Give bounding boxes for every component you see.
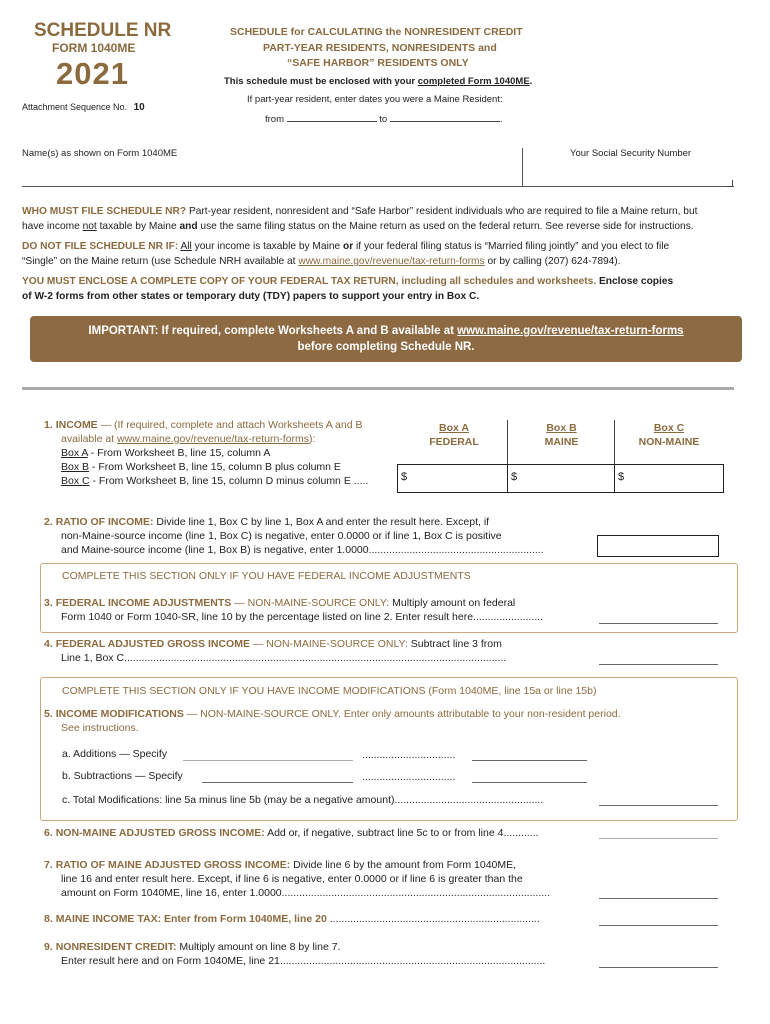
line-3-text-1c: Multiply amount on federal: [389, 597, 516, 609]
line-6-number: 6.: [44, 827, 53, 839]
col-c-title: Box C: [653, 422, 685, 434]
to-label: to: [379, 114, 388, 125]
enclose-return: [22, 274, 762, 304]
line-9-number: 9.: [44, 941, 53, 953]
line-5b-specify-field[interactable]: [202, 770, 353, 783]
line-1-link[interactable]: www.maine.gov/revenue/tax-return-forms: [117, 433, 310, 445]
ssn-field[interactable]: [530, 163, 730, 185]
line-9-title: NONRESIDENT CREDIT:: [55, 941, 177, 953]
box-c-field[interactable]: [614, 464, 724, 493]
from-label: from: [265, 114, 284, 125]
line-5-number: 5.: [44, 708, 53, 720]
names-label: Name(s) as shown on Form 1040ME: [22, 148, 178, 159]
line-8-dots: ........................................................................: [326, 913, 540, 925]
line-1-text-2a: available at: [61, 433, 118, 445]
col-a-header: [400, 421, 508, 449]
box-a-field[interactable]: [397, 464, 508, 493]
line-3-amount-field[interactable]: [599, 611, 718, 624]
line-7-text-2: line 16 and enter result here. Except, if line 6 is negative, enter 0.0000 or if line 6 is greater than the: [61, 873, 523, 885]
section-1-heading: COMPLETE THIS SECTION ONLY IF YOU HAVE FEDERAL INCOME ADJUSTMENTS: [62, 570, 471, 582]
line-9: [44, 940, 604, 968]
col-c-header: [615, 421, 723, 449]
attachment-number: 10: [133, 102, 145, 113]
enclose-heading: YOU MUST ENCLOSE A COMPLETE COPY OF YOUR FEDERAL TAX RETURN, including all schedules and worksheets.: [22, 276, 597, 287]
line-1-title: INCOME: [55, 419, 98, 431]
line-5: [44, 707, 724, 735]
line-1: [44, 418, 404, 488]
to-date-field[interactable]: [390, 112, 500, 122]
line-5-text-2: See instructions.: [61, 722, 139, 734]
line-1-boxa-text: - From Worksheet B, line 15, column A: [87, 447, 271, 459]
section-separator: [22, 387, 734, 390]
col-b-title: Box B: [546, 422, 577, 434]
box-b-field[interactable]: [507, 464, 615, 493]
enclose-note-end: .: [529, 76, 533, 87]
enclose-note: [224, 76, 532, 87]
line-7: [44, 858, 604, 900]
attachment-text: Attachment Sequence No.: [22, 102, 128, 112]
schedule-nrh-link[interactable]: www.maine.gov/revenue/tax-return-forms: [298, 256, 485, 267]
line-9-text-2: Enter result here and on Form 1040ME, line 21...........................................................................................: [61, 955, 546, 967]
tax-year: 2021: [56, 56, 129, 91]
important-text: IMPORTANT: If required, complete Worksheets A and B available at: [88, 325, 458, 337]
enclose-note-form: completed Form 1040ME: [417, 76, 530, 87]
line-5a-label: a. Additions — Specify: [62, 748, 168, 760]
who-heading: WHO MUST FILE SCHEDULE NR?: [22, 206, 187, 217]
enclose-text-1: Enclose copies: [596, 276, 674, 287]
line-2-number: 2.: [44, 516, 53, 528]
line-1-boxb-ref: Box B: [61, 461, 90, 473]
line-5-title: INCOME MODIFICATIONS: [55, 708, 184, 720]
line-4-title: FEDERAL ADJUSTED GROSS INCOME: [55, 638, 250, 650]
ssn-label: Your Social Security Number: [570, 148, 692, 159]
line-1-text-2b: ):: [309, 433, 316, 445]
schedule-title: SCHEDULE NR: [34, 20, 172, 41]
enclose-text-2: of W-2 forms from other states or temporary duty (TDY) papers to support your entry in Box C.: [22, 291, 480, 302]
who-and: and: [179, 221, 198, 232]
line-2-ratio-field[interactable]: [597, 535, 719, 557]
line-6-amount-field[interactable]: [599, 826, 718, 839]
line-8-number: 8.: [44, 913, 53, 925]
line-4: [44, 637, 604, 665]
line-4-amount-field[interactable]: [599, 652, 718, 665]
line-5b-amount-field[interactable]: [472, 770, 587, 783]
line-4-number: 4.: [44, 638, 53, 650]
donot-heading: DO NOT FILE SCHEDULE NR IF:: [22, 241, 179, 252]
line-5a-specify-field[interactable]: [183, 748, 353, 761]
col-c-sub: NON-MAINE: [638, 436, 700, 448]
line-6-text-1: Add or, if negative, subtract line 5c to or from line 4............: [264, 827, 539, 839]
line-1-number: 1.: [44, 419, 53, 431]
col-a-title: Box A: [439, 422, 469, 434]
donot-all: All: [180, 241, 192, 252]
attachment-label: [22, 102, 145, 113]
line-8-amount-field[interactable]: [599, 913, 718, 926]
important-line-2: before completing Schedule NR.: [297, 341, 475, 353]
section-2-heading: COMPLETE THIS SECTION ONLY IF YOU HAVE INCOME MODIFICATIONS (Form 1040ME, line 15a or line 15b): [62, 685, 597, 697]
line-5b-dots: ................................: [362, 771, 456, 783]
line-1-boxc-text: - From Worksheet B, line 15, column D minus column E .....: [89, 475, 369, 487]
line-8-title: MAINE INCOME TAX: Enter from Form 1040ME, line 20: [55, 913, 327, 925]
line-4-text-2: Line 1, Box C...................................................................................................................................: [61, 652, 507, 664]
line-9-text-1: Multiply amount on line 8 by line 7.: [176, 941, 341, 953]
line-5a-dots: ................................: [362, 749, 456, 761]
names-divider: [522, 148, 523, 186]
who-text-2c: use the same filing status on the Maine return as used on the federal return. See reverse side for instructions.: [197, 221, 694, 232]
line-2-title: RATIO OF INCOME:: [55, 516, 154, 528]
line-5b-label: b. Subtractions — Specify: [62, 770, 183, 782]
names-field[interactable]: [22, 163, 522, 185]
line-1-text-1: — (If required, complete and attach Worksheets A and B: [97, 419, 363, 431]
line-5-text-1b: — NON-MAINE-SOURCE ONLY. Enter only amounts attributable to your non-resident period.: [183, 708, 621, 720]
form-label: FORM 1040ME: [52, 41, 136, 55]
line-2-text-3: and Maine-source income (line 1, Box B) is negative, enter 1.0000............................................................: [61, 544, 544, 556]
line-9-amount-field[interactable]: [599, 955, 718, 968]
line-7-number: 7.: [44, 859, 53, 871]
box-a-dollar: $: [401, 471, 408, 483]
line-7-title: RATIO OF MAINE ADJUSTED GROSS INCOME:: [55, 859, 291, 871]
line-1-boxa-ref: Box A: [61, 447, 88, 459]
dates-end: .: [499, 114, 503, 125]
dates-row: [265, 112, 503, 125]
ssn-corner-mark: [726, 180, 733, 187]
enclose-note-text: This schedule must be enclosed with your: [224, 76, 418, 87]
col-a-sub: FEDERAL: [429, 436, 479, 448]
box-c-dollar: $: [618, 471, 625, 483]
who-text-2b: taxable by Maine: [96, 221, 180, 232]
line-6: [44, 826, 604, 840]
box-b-dollar: $: [511, 471, 518, 483]
donot-text-2a: “Single” on the Maine return (use Schedule NRH available at: [22, 256, 299, 267]
names-bottom-rule: [22, 186, 734, 187]
line-3: [44, 596, 604, 624]
do-not-file: [22, 239, 752, 269]
donot-text-2b: or by calling (207) 624-7894).: [484, 256, 621, 267]
line-3-text-2: Form 1040 or Form 1040-SR, line 10 by the percentage listed on line 2. Enter result here........................: [61, 611, 544, 623]
important-line-1: [30, 323, 742, 339]
header-title-2: PART-YEAR RESIDENTS, NONRESIDENTS and: [263, 42, 497, 54]
line-5c-label: c. Total Modifications: line 5a minus line 5b (may be a negative amount)...................................................: [62, 794, 544, 806]
col-b-header: [508, 421, 615, 449]
header-title-3: “SAFE HARBOR” RESIDENTS ONLY: [287, 57, 469, 69]
donot-text-1c: if your federal filing status is “Married filing jointly” and you elect to file: [353, 241, 670, 252]
donot-text-1b: your income is taxable by Maine: [191, 241, 344, 252]
line-7-text-1: Divide line 6 by the amount from Form 1040ME,: [290, 859, 517, 871]
from-date-field[interactable]: [287, 112, 377, 122]
line-3-text-1b: — NON-MAINE-SOURCE ONLY:: [231, 597, 390, 609]
who-must-file: [22, 204, 752, 234]
line-4-text-1c: Subtract line 3 from: [407, 638, 502, 650]
header-title-1: SCHEDULE for CALCULATING the NONRESIDENT CREDIT: [230, 26, 523, 38]
line-2-text-2: non-Maine-source income (line 1, Box C) is negative, enter 0.0000 or if line 1, Box C is positive: [61, 530, 502, 542]
important-link[interactable]: www.maine.gov/revenue/tax-return-forms: [457, 325, 684, 337]
important-banner: [30, 316, 742, 362]
donot-or: or: [343, 241, 354, 252]
line-4-text-1b: — NON-MAINE-SOURCE ONLY:: [249, 638, 408, 650]
part-year-note: If part-year resident, enter dates you were a Maine Resident:: [247, 94, 503, 105]
line-1-boxc-ref: Box C: [61, 475, 90, 487]
line-7-text-3: amount on Form 1040ME, line 16, enter 1.0000............................................................................................: [61, 887, 551, 899]
line-2-text-1: Divide line 1, Box C by line 1, Box A and enter the result here. Except, if: [153, 516, 490, 528]
col-b-sub: MAINE: [544, 436, 579, 448]
line-7-ratio-field[interactable]: [599, 886, 718, 899]
who-text-2a: have income: [22, 221, 83, 232]
line-2: [44, 515, 594, 557]
line-3-number: 3.: [44, 597, 53, 609]
who-not: not: [82, 221, 97, 232]
line-3-title: FEDERAL INCOME ADJUSTMENTS: [55, 597, 232, 609]
who-text-1: Part-year resident, nonresident and “Safe Harbor” resident individuals who are required to file a Maine return, but: [186, 206, 698, 217]
line-8: [44, 912, 604, 926]
line-5c-amount-field[interactable]: [599, 793, 718, 806]
line-1-boxb-text: - From Worksheet B, line 15, column B plus column E: [89, 461, 341, 473]
line-6-title: NON-MAINE ADJUSTED GROSS INCOME:: [55, 827, 265, 839]
line-5a-amount-field[interactable]: [472, 748, 587, 761]
